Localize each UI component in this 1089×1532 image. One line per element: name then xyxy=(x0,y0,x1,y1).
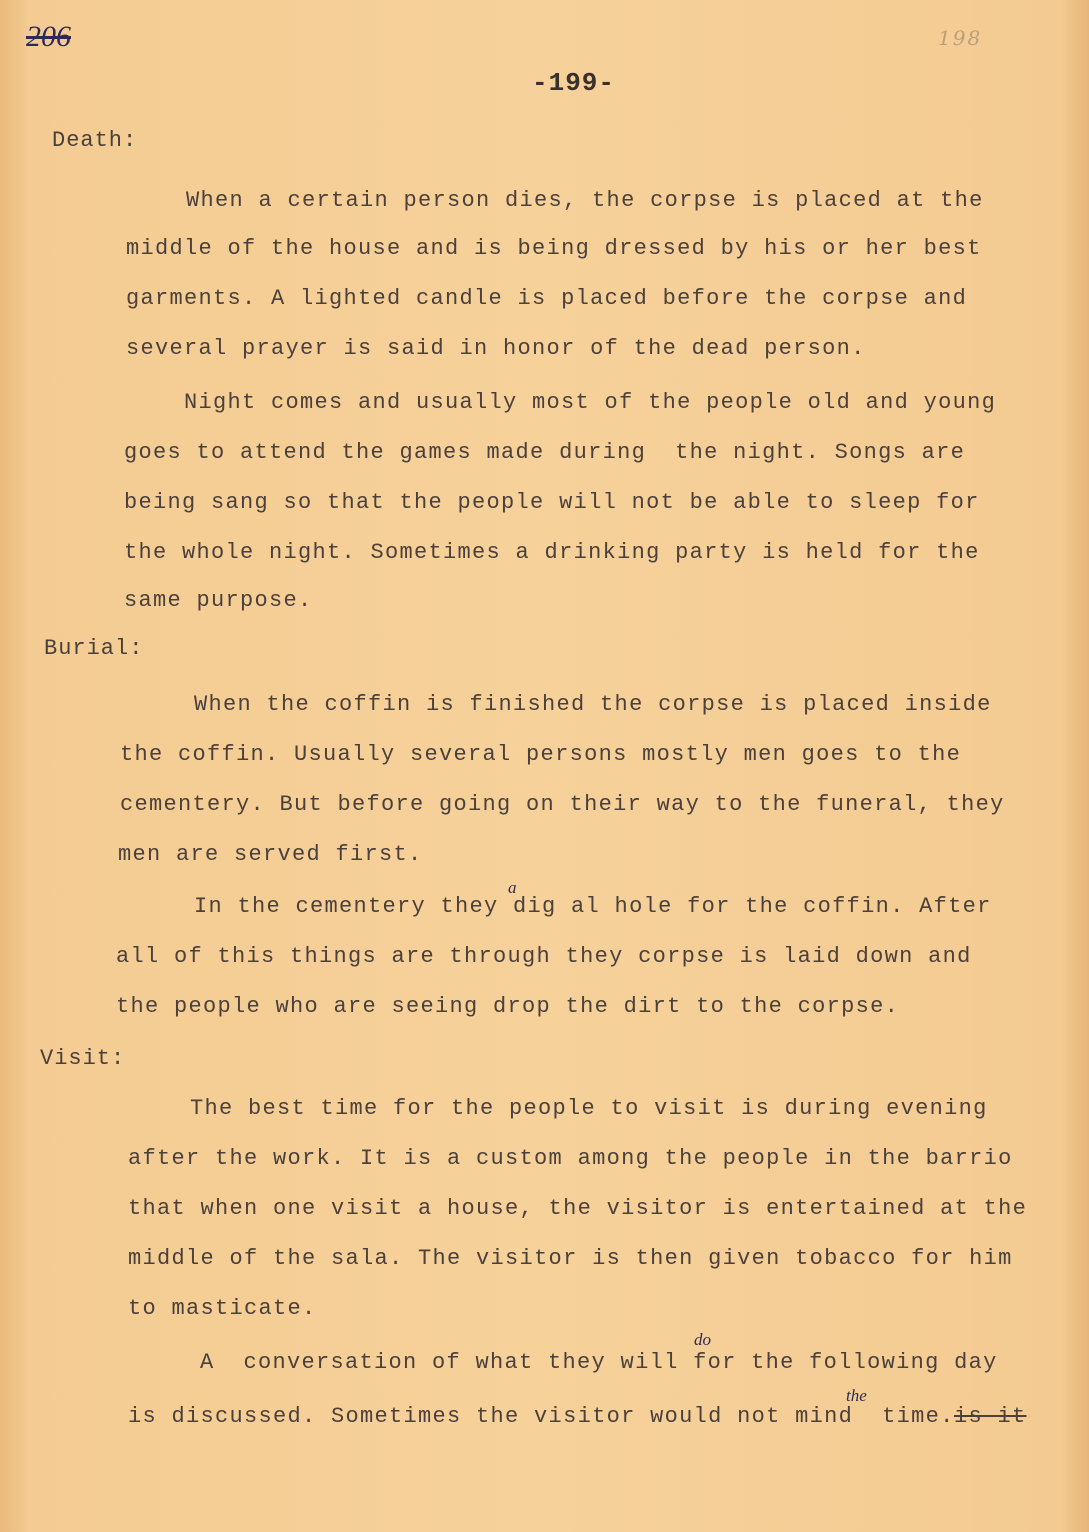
text-line: is discussed. Sometimes the visitor would not mind time. xyxy=(128,1404,955,1429)
text-line: The best time for the people to visit is during evening xyxy=(190,1096,988,1121)
handwritten-insertion: a xyxy=(508,878,517,897)
text-line: that when one visit a house, the visitor is entertained at the xyxy=(128,1196,1028,1221)
text-line: goes to attend the games made during the night. Songs are xyxy=(124,440,966,465)
text-line: middle of the house and is being dressed by his or her best xyxy=(126,236,982,261)
text-line: being sang so that the people will not be able to sleep for xyxy=(124,490,980,515)
text-line: same purpose. xyxy=(124,588,313,613)
handwritten-insertion: do xyxy=(694,1330,711,1349)
text-line: A conversation of what they will for the following day xyxy=(200,1350,998,1375)
text-line: When a certain person dies, the corpse is placed at the xyxy=(186,188,984,213)
page-number: -199- xyxy=(532,68,616,98)
section-heading-death: Death: xyxy=(52,128,138,153)
text-line: several prayer is said in honor of the dead person. xyxy=(126,336,866,361)
handwritten-insertion: the xyxy=(846,1386,867,1405)
text-line: Night comes and usually most of the people old and young xyxy=(184,390,997,415)
text-line: all of this things are through they corpse is laid down and xyxy=(116,944,972,969)
section-heading-burial: Burial: xyxy=(44,636,144,661)
section-heading-visit: Visit: xyxy=(40,1046,126,1071)
pencil-page-number: 198 xyxy=(938,26,983,50)
text-line: middle of the sala. The visitor is then given tobacco for him xyxy=(128,1246,1013,1271)
text-line: garments. A lighted candle is placed before the corpse and xyxy=(126,286,968,311)
text-line: men are served first. xyxy=(118,842,423,867)
text-line: the people who are seeing drop the dirt to the corpse. xyxy=(116,994,900,1019)
text-line: When the coffin is finished the corpse is placed inside xyxy=(194,692,992,717)
text-line: the whole night. Sometimes a drinking party is held for the xyxy=(124,540,980,565)
struck-text: is it xyxy=(954,1404,1027,1429)
text-line: In the cementery they dig al hole for the coffin. After xyxy=(194,894,992,919)
text-line: the coffin. Usually several persons mostly men goes to the xyxy=(120,742,962,767)
text-line: after the work. It is a custom among the people in the barrio xyxy=(128,1146,1013,1171)
text-line: cementery. But before going on their way to the funeral, they xyxy=(120,792,1005,817)
old-page-number: 206 xyxy=(26,20,71,53)
text-line: to masticate. xyxy=(128,1296,317,1321)
